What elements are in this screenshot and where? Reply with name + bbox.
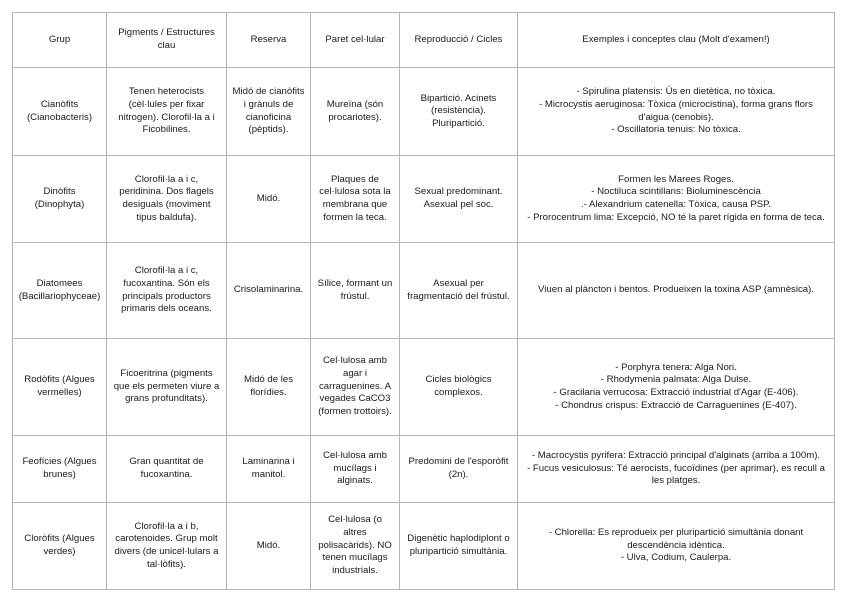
cell-pigments: Clorofil·la a i c, fucoxantina. Són els principals productors primaris dels oceans. <box>107 243 227 339</box>
cell-pigments: Tenen heterocists (cèl·lules per fixar nitrogen). Clorofil·la a i Ficobilines. <box>107 68 227 156</box>
cell-pigments: Clorofil·la a i c, peridinina. Dos flagels desiguals (moviment tipus baldufa). <box>107 156 227 243</box>
cell-reserve: Laminarina i manitol. <box>227 436 311 503</box>
cell-examples: Viuen al plàncton i bentos. Produeixen la toxina ASP (amnèsica). <box>518 243 835 339</box>
cell-examples: - Chlorella: Es reprodueix per pluripartició simultània donant descendència idèntica. - Ulva, Codium, Caulerpa. <box>518 503 835 590</box>
table-row-diatoms <box>13 243 835 339</box>
cell-group: Feofícies (Algues brunes) <box>13 436 107 503</box>
cell-group: Diatomees (Bacillariophyceae) <box>13 243 107 339</box>
cell-reproduction: Digenètic haplodiplont o pluripartició simultània. <box>400 503 518 590</box>
cell-cell-wall: Sílice, formant un frústul. <box>311 243 400 339</box>
cell-reserve: Midó de cianòfits i grànuls de cianoficina (pèptids). <box>227 68 311 156</box>
cell-group: Rodòfits (Algues vermelles) <box>13 339 107 436</box>
table-row-chlorophytes <box>13 503 835 590</box>
cell-reserve: Midó. <box>227 503 311 590</box>
cell-reserve: Crisolaminarina. <box>227 243 311 339</box>
cell-cell-wall: Cel·lulosa (o altres polisacàrids). NO tenen mucílags industrials. <box>311 503 400 590</box>
table-header-row <box>13 13 835 68</box>
cell-group: Dinòfits (Dinophyta) <box>13 156 107 243</box>
cell-cell-wall: Mureïna (són procariotes). <box>311 68 400 156</box>
cell-cell-wall: Cel·lulosa amb mucílags i alginats. <box>311 436 400 503</box>
header-reserve: Reserva <box>227 13 311 68</box>
cell-reproduction: Asexual per fragmentació del frústul. <box>400 243 518 339</box>
cell-reserve: Midó de les florídies. <box>227 339 311 436</box>
cell-cell-wall: Cel·lulosa amb agar i carraguenines. A vegades CaCO3 (formen trottoirs). <box>311 339 400 436</box>
cell-pigments: Ficoeritrina (pigments que els permeten viure a grans profunditats). <box>107 339 227 436</box>
cell-reserve: Midó. <box>227 156 311 243</box>
header-examples: Exemples i conceptes clau (Molt d'examen!) <box>518 13 835 68</box>
table-row-cyanophytes <box>13 68 835 156</box>
cell-reproduction: Bipartició. Acinets (resistència). Pluripartició. <box>400 68 518 156</box>
cell-reproduction: Sexual predominant. Asexual pel soc. <box>400 156 518 243</box>
header-pigments: Pigments / Estructures clau <box>107 13 227 68</box>
header-reproduction: Reproducció / Cicles <box>400 13 518 68</box>
table-row-rhodophytes <box>13 339 835 436</box>
cell-reproduction: Predomini de l'esporòfit (2n). <box>400 436 518 503</box>
cell-pigments: Gran quantitat de fucoxantina. <box>107 436 227 503</box>
notes-sheet <box>12 12 834 590</box>
header-cell-wall: Paret cel·lular <box>311 13 400 68</box>
table-row-dinophytes <box>13 156 835 243</box>
cell-group: Cloròfits (Algues verdes) <box>13 503 107 590</box>
cell-cell-wall: Plaques de cel·lulosa sota la membrana que formen la teca. <box>311 156 400 243</box>
cell-examples: - Macrocystis pyrifera: Extracció principal d'alginats (arriba a 100m). - Fucus vesiculosus: Té aerocists, fucoïdines (per aprimar), es recull a les platges. <box>518 436 835 503</box>
cell-examples: Formen les Marees Roges. - Noctiluca scintillans: Bioluminescència .- Alexandrium catenella: Tòxica, causa PSP. - Prorocentrum lima: Excepció, NO té la paret rígida en forma de teca. <box>518 156 835 243</box>
header-group: Grup <box>13 13 107 68</box>
cell-pigments: Clorofil·la a i b, carotenoides. Grup molt divers (de unicel·lulars a tal·lòfits). <box>107 503 227 590</box>
algae-comparison-table <box>12 12 835 590</box>
table-row-phaeophytes <box>13 436 835 503</box>
cell-group: Cianòfits (Cianobacteris) <box>13 68 107 156</box>
cell-reproduction: Cicles biològics complexos. <box>400 339 518 436</box>
cell-examples: - Spirulina platensis: Ús en dietètica, no tòxica. - Microcystis aeruginosa: Tòxica (microcistina), forma grans flors d'aigua (cenobis). - Oscillatoria tenuis: No tòxica. <box>518 68 835 156</box>
cell-examples: - Porphyra tenera: Alga Nori. - Rhodymenia palmata: Alga Dulse. - Gracilaria verrucosa: Extracció industrial d'Agar (E-406). - Chondrus crispus: Extracció de Carraguenines (E-407). <box>518 339 835 436</box>
